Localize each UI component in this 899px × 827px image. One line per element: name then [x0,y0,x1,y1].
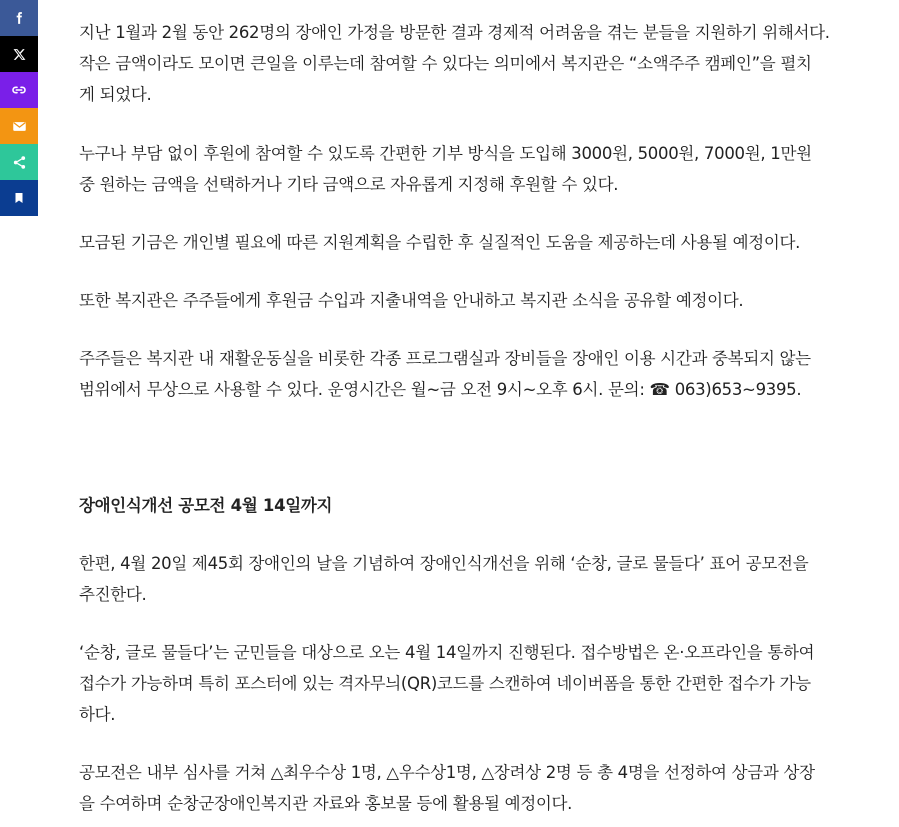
paragraph-shareholder-info: 또한 복지관은 주주들에게 후원금 수입과 지출내역을 안내하고 복지관 소식을 공유할 예정이다. [79,291,744,310]
share-icon [12,155,27,170]
mail-icon [12,119,27,134]
paragraph-contest-awards: 공모전은 내부 심사를 거쳐 △최우수상 1명, △우수상1명, △장려상 2명 등 총 4명을 선정하여 상금과 상장 을 수여하며 순창군장애인복지관 자료와 홍보물 등에 활용될 예정이다. [79,763,815,813]
facebook-icon [12,11,26,25]
paragraph-fund-use: 모금된 기금은 개인별 필요에 따른 지원계획을 수립한 후 실질적인 도움을 제공하는데 사용될 예정이다. [79,233,801,252]
share-bar [0,0,38,216]
paragraph-facility-use: 주주들은 복지관 내 재활운동실을 비롯한 각종 프로그램실과 장비들을 장애인 이용 시간과 중복되지 않는 범위에서 무상으로 사용할 수 있다. 운영시간은 월~금 오전 9시~오후 6시. 문의: ☎ 063)653~9395. [79,349,811,399]
section-heading: 장애인식개선 공모전 4월 14일까지 [79,496,333,515]
paragraph-contest-intro: 한편, 4월 20일 제45회 장애인의 날을 기념하여 장애인식개선을 위해 ‘순창, 글로 물들다’ 표어 공모전을 추진한다. [79,554,809,604]
paragraph-intro: 지난 1월과 2월 동안 262명의 장애인 가정을 방문한 결과 경제적 어려움을 겪는 분들을 지원하기 위해서다. 작은 금액이라도 모이면 큰일을 이루는데 참여할 수 있다는 의미에서 복지관은 “소액주주 캠페인”을 펼치 게 되었다. [79,23,830,104]
link-icon [11,82,27,98]
x-share-button[interactable] [0,36,38,72]
bookmark-button[interactable] [0,180,38,216]
facebook-share-button[interactable] [0,0,38,36]
copy-link-button[interactable] [0,72,38,108]
x-icon [13,48,26,61]
share-button[interactable] [0,144,38,180]
email-share-button[interactable] [0,108,38,144]
bookmark-icon [13,191,25,205]
paragraph-contest-details: ‘순창, 글로 물들다’는 군민들을 대상으로 오는 4월 14일까지 진행된다. 접수방법은 온·오프라인을 통하여 접수가 가능하며 특히 포스터에 있는 격자무늬(QR)코드를 스캔하여 네이버폼을 통한 간편한 접수가 가능 하다. [79,643,815,724]
paragraph-donation-method: 누구나 부담 없이 후원에 참여할 수 있도록 간편한 기부 방식을 도입해 3000원, 5000원, 7000원, 1만원 중 원하는 금액을 선택하거나 기타 금액으로 자유롭게 지정해 후원할 수 있다. [79,144,812,194]
